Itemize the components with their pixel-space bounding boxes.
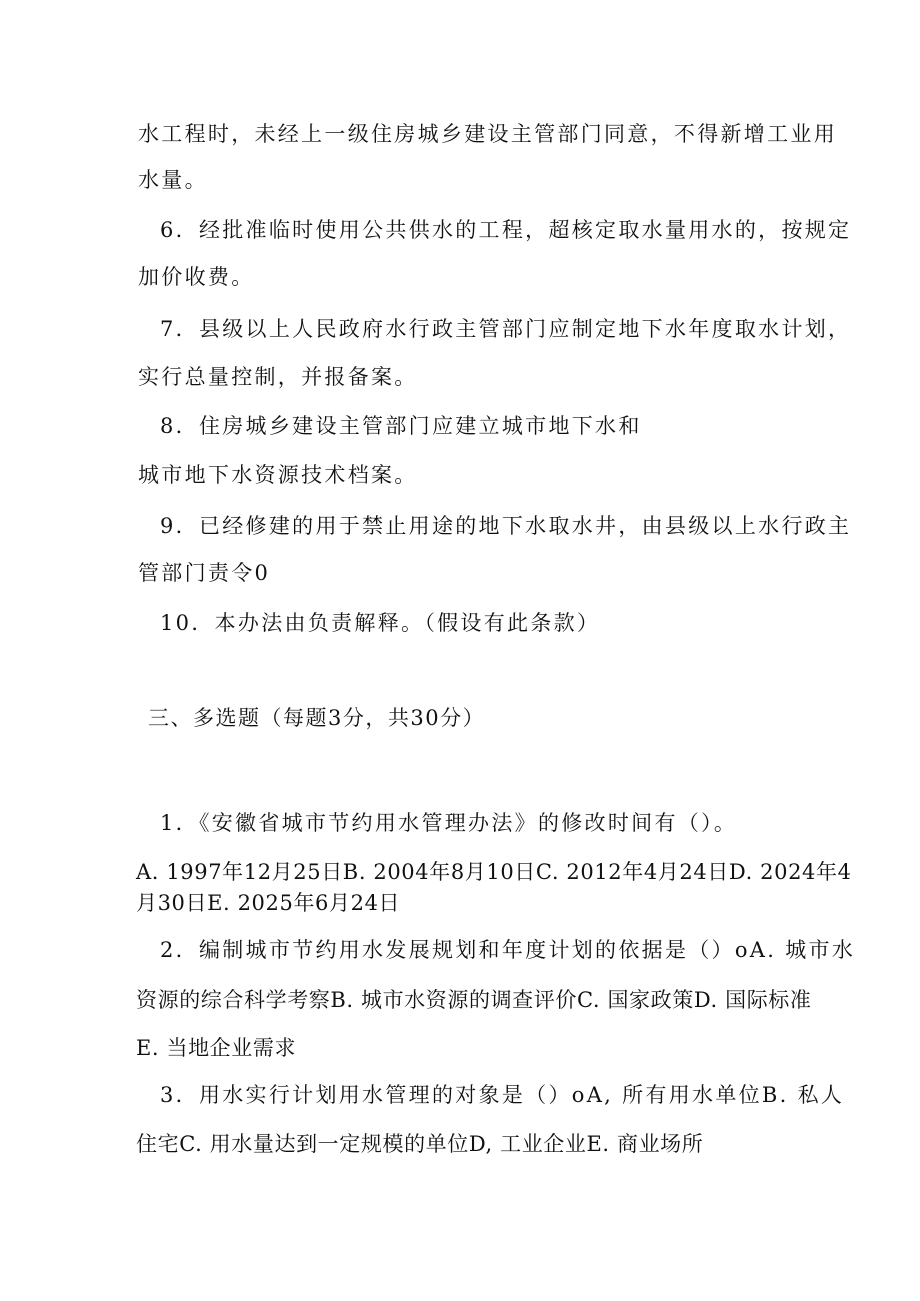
section-heading: 三、多选题（每题3分，共30分）	[148, 706, 486, 730]
question-text-line: 3．用水实行计划用水管理的对象是（）oA, 所有用水单位B. 私人	[160, 1083, 845, 1107]
item-text-line: 6．经批准临时使用公共供水的工程，超核定取水量用水的，按规定	[160, 218, 852, 242]
item-text-line: 管部门责令0	[138, 561, 271, 585]
continuation-line-2: 水量。	[138, 168, 208, 192]
question-options-line: A. 1997年12月25日B. 2004年8月10日C. 2012年4月24日D. 2024年4	[136, 860, 852, 884]
item-text-line: 实行总量控制，并报备案。	[138, 365, 418, 389]
question-text: 1．《安徽省城市节约用水管理办法》的修改时间有（）。	[160, 811, 738, 835]
item-text-line: 9．已经修建的用于禁止用途的地下水取水井，由县级以上水行政主	[160, 514, 852, 538]
continuation-line-1: 水工程时，未经上一级住房城乡建设主管部门同意，不得新增工业用	[138, 122, 837, 146]
question-text-line: 住宅C. 用水量达到一定规模的单位D, 工业企业E. 商业场所	[136, 1132, 704, 1156]
question-text-line: 资源的综合科学考察B. 城市水资源的调查评价C. 国家政策D. 国际标准	[136, 988, 812, 1012]
item-text-line: 10．本办法由负责解释。（假设有此条款）	[160, 611, 601, 635]
item-text-line: 8．住房城乡建设主管部门应建立城市地下水和	[160, 414, 642, 438]
question-text-line: E. 当地企业需求	[136, 1036, 297, 1060]
question-options-line: 月30日E. 2025年6月24日	[136, 891, 401, 915]
item-text-line: 城市地下水资源技术档案。	[138, 463, 418, 487]
item-text-line: 7．县级以上人民政府水行政主管部门应制定地下水年度取水计划，	[160, 317, 852, 341]
question-text-line: 2．编制城市节约用水发展规划和年度计划的依据是（）oA. 城市水	[160, 938, 856, 962]
item-text-line: 加价收费。	[138, 265, 255, 289]
